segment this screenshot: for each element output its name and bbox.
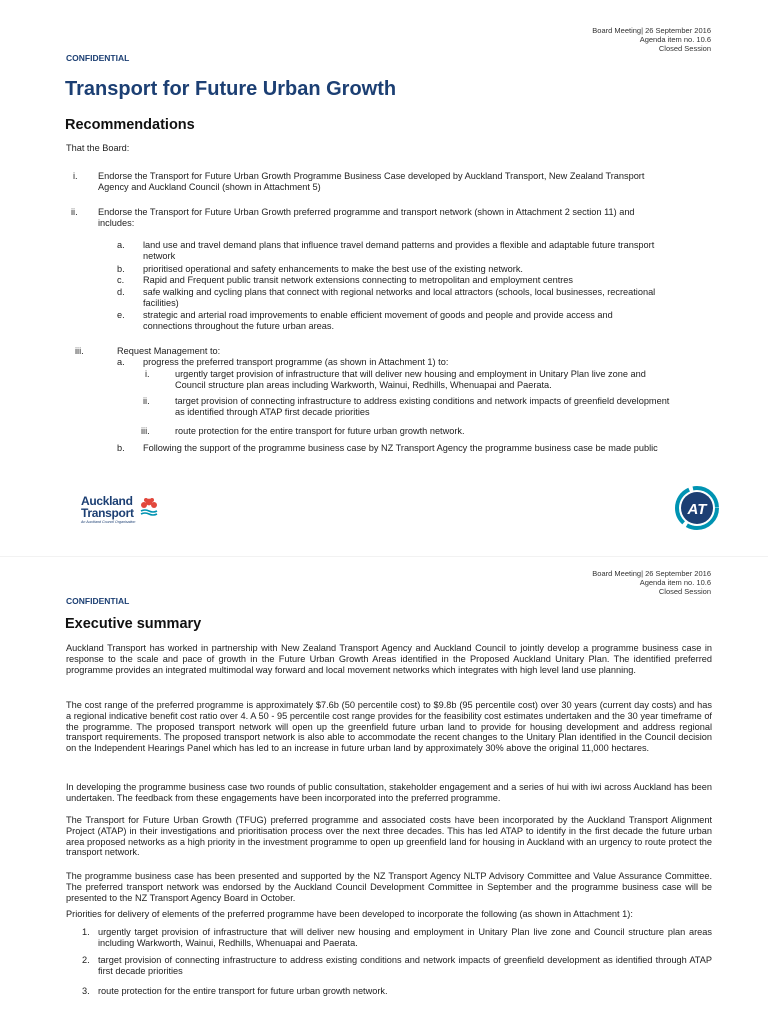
list-item: target provision of connecting infrastructure to address existing conditions and network impacts of greenfield development as identified through ATAP first decade priorities xyxy=(98,955,712,976)
roundel-text: AT xyxy=(687,501,707,518)
auckland-transport-logo xyxy=(66,494,176,530)
logo-tagline: An Auckland Council Organisation xyxy=(81,520,136,524)
line: Endorse the Transport for Future Urban Growth Programme Business Case developed by Auckland Transport, New Zealand Transport xyxy=(98,171,645,181)
line: Endorse the Transport for Future Urban Growth preferred programme and transport network (shown in Attachment 2 section 11) and xyxy=(98,207,635,217)
recommendation-item xyxy=(98,171,718,193)
meta-line: Agenda item no. 10.6 xyxy=(639,577,711,587)
roman-item: route protection for the entire transport for future urban growth network. xyxy=(175,426,465,436)
list-number: ii. xyxy=(71,207,78,217)
paragraph: Auckland Transport has worked in partnership with New Zealand Transport Agency and Auckland Council to jointly develop a programme business case in response to the scale and pace of growth in the Future Urban Growth Areas identified in the Proposed Auckland Unitary Plan. The identified preferred programme provides an integrated multimodal way forward and local movement networks which integrates with high level land use planning. xyxy=(66,643,712,675)
meta-line: Closed Session xyxy=(658,43,711,53)
line: land use and travel demand plans that influence travel demand patterns and provides a flexible and adaptable future transport xyxy=(143,240,655,250)
sub-item: Following the support of the programme business case by NZ Transport Agency the programme business case be made public xyxy=(143,443,658,453)
paragraph: Priorities for delivery of elements of the preferred programme have been developed to incorporate the following (as shown in Attachment 1): xyxy=(66,909,633,919)
roman-number: ii. xyxy=(143,396,150,406)
section-heading: Executive summary xyxy=(65,616,202,632)
sub-item: Rapid and Frequent public transit network extensions connecting to metropolitan and employment centres xyxy=(143,275,574,285)
paragraph: In developing the programme business case two rounds of public consultation, stakeholder engagement and a series of hui with iwi across Auckland has been undertaken. The feedback from these engagements have been incorporated into the preferred programme. xyxy=(66,782,712,803)
line: as identified through ATAP first decade priorities xyxy=(175,406,370,417)
list-number: 3. xyxy=(82,986,90,996)
confidential-label: CONFIDENTIAL xyxy=(66,596,130,606)
sub-item xyxy=(143,287,718,309)
logo-word: Auckland xyxy=(81,494,133,508)
list-letter: a. xyxy=(117,240,125,250)
list-letter: e. xyxy=(117,310,125,320)
roman-number: iii. xyxy=(141,426,150,436)
at-roundel-logo xyxy=(675,486,719,530)
list-number: i. xyxy=(73,171,78,181)
meta-line: Board Meeting| 26 September 2016 xyxy=(592,569,711,578)
meeting-meta xyxy=(592,570,711,596)
paragraph: The Transport for Future Urban Growth (TFUG) preferred programme and associated costs have been incorporated by the Auckland Transport Alignment Project (ATAP) in their investigations and prioritisation process over the next three decades. This has led ATAP to identify in the first decade the future urban area proposed networks as a high priority in the investment programme to open up greenfield land for housing in Auckland with an urgency to route protect the transport network. xyxy=(66,815,712,858)
list-number: 1. xyxy=(82,927,90,937)
meta-line: Board Meeting| 26 September 2016 xyxy=(592,26,711,35)
list-letter: b. xyxy=(117,264,125,274)
line: target provision of connecting infrastructure to address existing conditions and network impacts of greenfield development xyxy=(175,396,670,406)
list-number: 2. xyxy=(82,955,90,965)
meeting-meta xyxy=(592,27,711,53)
line: urgently target provision of infrastructure that will deliver new housing and employment in Unitary Plan live zone and xyxy=(175,369,646,379)
roman-item xyxy=(175,396,715,418)
sub-item: prioritised operational and safety enhancements to make the best use of the existing network. xyxy=(143,264,523,274)
line: safe walking and cycling plans that connect with regional networks and local attractors (schools, local businesses, recreational xyxy=(143,287,656,297)
sub-item: progress the preferred transport programme (as shown in Attachment 1) to: xyxy=(143,357,449,367)
section-heading: Recommendations xyxy=(65,117,195,133)
sub-item xyxy=(143,310,718,332)
list-letter: d. xyxy=(117,287,125,297)
intro-text: That the Board: xyxy=(66,143,130,153)
line: Agency and Auckland Council (shown in Attachment 5) xyxy=(98,181,321,192)
meta-line: Closed Session xyxy=(658,586,711,596)
list-item: route protection for the entire transport for future urban growth network. xyxy=(98,986,388,996)
line: connections throughout the future urban areas. xyxy=(143,320,335,331)
roman-number: i. xyxy=(145,369,150,379)
logo-word: Transport xyxy=(81,506,134,520)
list-letter: c. xyxy=(117,275,125,285)
line: includes: xyxy=(98,217,135,228)
recommendation-item: Request Management to: xyxy=(117,346,221,356)
line: network xyxy=(143,250,176,261)
roman-item xyxy=(175,369,715,391)
recommendation-item xyxy=(98,207,718,229)
list-number: iii. xyxy=(75,346,84,356)
list-letter: a. xyxy=(117,357,125,367)
paragraph: The programme business case has been presented and supported by the NZ Transport Agency NLTP Advisory Committee and Value Assurance Committee. The preferred transport network was endorsed by the Auckland Council Development Committee in September and the programme business case will be presented to the NZ Transport Agency Board in October. xyxy=(66,871,712,903)
meta-line: Agenda item no. 10.6 xyxy=(639,34,711,44)
confidential-label: CONFIDENTIAL xyxy=(66,53,130,63)
list-letter: b. xyxy=(117,443,125,453)
page-title: Transport for Future Urban Growth xyxy=(65,78,397,100)
line: facilities) xyxy=(143,297,179,308)
list-item: urgently target provision of infrastructure that will deliver new housing and employment in Unitary Plan live zone and Council structure plan areas including Warkworth, Wainui, Redhills, Whenuapai and Paerata. xyxy=(98,927,712,948)
sub-item xyxy=(143,240,718,262)
line: strategic and arterial road improvements to enable efficient movement of goods and people and provide access and xyxy=(143,310,613,320)
page-divider xyxy=(0,556,768,557)
pohutukawa-flower-icon xyxy=(138,496,160,518)
paragraph: The cost range of the preferred programme is approximately $7.6b (50 percentile cost) to $9.8b (95 percentile cost) over 30 years (current day costs) and has a regional indicative benefit cost ratio over 4. A 50 - 95 percentile cost range provides for the feasibility cost estimates undertaken and the 30 year timeframe of the programme. The proposed transport network will open up the greenfield future urban land to provide for housing development and address regional transport requirements. The proposed transport network is also able to accommodate the recent changes to the Unitary Plan identified in the Council decision on the Independent Hearings Panel which has led to an increase in future urban land by approximately 30% above the original 11,000 hectares. xyxy=(66,700,712,754)
line: Council structure plan areas including Warkworth, Wainui, Redhills, Whenuapai and Paerata. xyxy=(175,379,552,390)
